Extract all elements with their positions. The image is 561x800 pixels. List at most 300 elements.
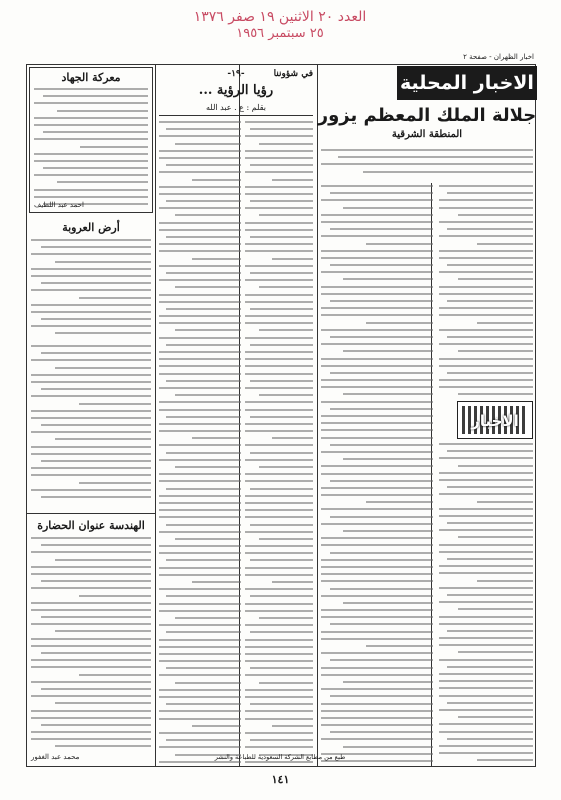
text-line bbox=[447, 264, 533, 266]
text-line bbox=[447, 192, 533, 194]
text-line bbox=[439, 457, 533, 459]
text-line bbox=[245, 279, 313, 281]
text-line bbox=[159, 495, 241, 497]
civilization-title: الهندسة عنوان الحضارة bbox=[37, 519, 145, 532]
text-line bbox=[166, 308, 241, 310]
text-line bbox=[321, 271, 433, 273]
text-line bbox=[245, 509, 313, 511]
text-line bbox=[330, 731, 433, 733]
local-news-subhead: المنطقة الشرقية bbox=[391, 129, 463, 140]
text-line bbox=[245, 365, 313, 367]
text-line bbox=[321, 595, 433, 597]
middle-section bbox=[155, 65, 317, 766]
text-line bbox=[321, 566, 433, 568]
text-line bbox=[321, 523, 433, 525]
text-line bbox=[447, 486, 533, 488]
text-line bbox=[245, 409, 313, 411]
text-line bbox=[272, 258, 313, 260]
text-line bbox=[175, 394, 241, 396]
text-line bbox=[321, 214, 433, 216]
text-line bbox=[31, 289, 151, 291]
text-line bbox=[245, 610, 313, 612]
text-line bbox=[458, 465, 533, 467]
text-line bbox=[41, 460, 151, 462]
text-line bbox=[330, 444, 433, 446]
text-line bbox=[34, 124, 148, 126]
text-line bbox=[166, 739, 241, 741]
text-line bbox=[31, 645, 151, 647]
text-line bbox=[245, 502, 313, 504]
text-line bbox=[439, 687, 533, 689]
text-line bbox=[55, 559, 151, 561]
text-line bbox=[175, 466, 241, 468]
text-line bbox=[439, 257, 533, 259]
text-line bbox=[321, 580, 433, 582]
text-line bbox=[439, 185, 533, 187]
text-line bbox=[447, 372, 533, 374]
text-line bbox=[439, 515, 533, 517]
text-line bbox=[439, 587, 533, 589]
text-line bbox=[250, 416, 313, 418]
text-line bbox=[159, 409, 241, 411]
text-line bbox=[245, 674, 313, 676]
text-line bbox=[321, 329, 433, 331]
text-line bbox=[439, 644, 533, 646]
text-line bbox=[159, 459, 241, 461]
text-line bbox=[166, 452, 241, 454]
text-line bbox=[31, 738, 151, 740]
text-line bbox=[159, 337, 241, 339]
text-line bbox=[439, 221, 533, 223]
text-line bbox=[31, 395, 151, 397]
text-line bbox=[166, 344, 241, 346]
text-line bbox=[159, 509, 241, 511]
text-line bbox=[79, 595, 151, 597]
text-line bbox=[41, 544, 151, 546]
text-line bbox=[245, 732, 313, 734]
text-line bbox=[159, 531, 241, 533]
article-column-right bbox=[241, 121, 317, 765]
text-line bbox=[245, 222, 313, 224]
text-line bbox=[321, 293, 433, 295]
text-line bbox=[245, 639, 313, 641]
text-line bbox=[245, 250, 313, 252]
text-line bbox=[439, 572, 533, 574]
text-line bbox=[159, 121, 241, 123]
text-line bbox=[259, 329, 313, 331]
text-line bbox=[175, 538, 241, 540]
civilization-body bbox=[27, 537, 155, 751]
text-line bbox=[166, 559, 241, 561]
text-line bbox=[477, 759, 533, 761]
text-line bbox=[321, 365, 433, 367]
text-line bbox=[343, 350, 433, 352]
text-line bbox=[31, 239, 151, 241]
text-line bbox=[175, 329, 241, 331]
text-line bbox=[321, 674, 433, 676]
text-line bbox=[321, 738, 433, 740]
text-line bbox=[31, 681, 151, 683]
text-line bbox=[439, 286, 533, 288]
text-line bbox=[343, 746, 433, 748]
text-line bbox=[31, 374, 151, 376]
text-line bbox=[321, 163, 533, 165]
text-line bbox=[458, 350, 533, 352]
text-line bbox=[245, 718, 313, 720]
text-line bbox=[159, 193, 241, 195]
text-line bbox=[321, 473, 433, 475]
text-line bbox=[245, 121, 313, 123]
text-line bbox=[166, 128, 241, 130]
text-line bbox=[321, 422, 433, 424]
article-byline: بقلم : ع . عبد الله bbox=[206, 103, 266, 112]
text-line bbox=[159, 358, 241, 360]
text-line bbox=[245, 653, 313, 655]
text-line bbox=[458, 278, 533, 280]
text-line bbox=[343, 458, 433, 460]
text-line bbox=[439, 637, 533, 639]
text-line bbox=[272, 179, 313, 181]
text-line bbox=[41, 282, 151, 284]
text-line bbox=[245, 624, 313, 626]
text-line bbox=[321, 149, 533, 151]
text-line bbox=[439, 314, 533, 316]
text-line bbox=[439, 493, 533, 495]
text-line bbox=[330, 264, 433, 266]
text-line bbox=[245, 574, 313, 576]
section-label: في شؤوننا bbox=[273, 69, 313, 79]
text-line bbox=[245, 516, 313, 518]
text-line bbox=[259, 682, 313, 684]
text-line bbox=[31, 311, 151, 313]
text-line bbox=[159, 674, 241, 676]
text-line bbox=[245, 337, 313, 339]
running-header bbox=[26, 53, 534, 63]
text-line bbox=[321, 652, 433, 654]
text-line bbox=[447, 228, 533, 230]
text-line bbox=[31, 695, 151, 697]
text-line bbox=[439, 329, 533, 331]
text-line bbox=[321, 487, 433, 489]
article-title: رؤيا الرؤية ... bbox=[198, 83, 274, 98]
text-line bbox=[245, 157, 313, 159]
text-line bbox=[330, 552, 433, 554]
text-line bbox=[272, 581, 313, 583]
text-line bbox=[439, 343, 533, 345]
text-line bbox=[31, 474, 151, 476]
text-line bbox=[321, 508, 433, 510]
text-line bbox=[31, 417, 151, 419]
text-line bbox=[447, 702, 533, 704]
text-line bbox=[31, 659, 151, 661]
text-line bbox=[245, 322, 313, 324]
text-line bbox=[55, 702, 151, 704]
text-line bbox=[245, 473, 313, 475]
text-line bbox=[447, 594, 533, 596]
text-line bbox=[439, 379, 533, 381]
text-line bbox=[330, 228, 433, 230]
text-line bbox=[447, 336, 533, 338]
text-line bbox=[250, 667, 313, 669]
text-line bbox=[31, 717, 151, 719]
text-line bbox=[321, 703, 433, 705]
text-line bbox=[321, 307, 433, 309]
text-line bbox=[439, 623, 533, 625]
text-line bbox=[159, 588, 241, 590]
section-rule bbox=[27, 513, 155, 514]
text-line bbox=[41, 496, 151, 498]
text-line bbox=[41, 652, 151, 654]
text-line bbox=[159, 552, 241, 554]
text-line bbox=[458, 608, 533, 610]
text-line bbox=[272, 725, 313, 727]
text-line bbox=[31, 381, 151, 383]
page-frame bbox=[26, 64, 536, 767]
text-line bbox=[159, 265, 241, 267]
news-column-right-lower bbox=[435, 443, 537, 763]
text-line bbox=[321, 451, 433, 453]
text-line bbox=[159, 222, 241, 224]
text-line bbox=[321, 688, 433, 690]
text-line bbox=[321, 609, 433, 611]
text-line bbox=[31, 275, 151, 277]
text-line bbox=[159, 574, 241, 576]
text-line bbox=[79, 482, 151, 484]
text-line bbox=[159, 624, 241, 626]
text-line bbox=[439, 293, 533, 295]
text-line bbox=[321, 573, 433, 575]
text-line bbox=[159, 250, 241, 252]
text-line bbox=[439, 565, 533, 567]
text-line bbox=[439, 358, 533, 360]
text-line bbox=[166, 488, 241, 490]
text-line bbox=[330, 516, 433, 518]
text-line bbox=[159, 545, 241, 547]
text-line bbox=[55, 438, 151, 440]
text-line bbox=[41, 688, 151, 690]
text-line bbox=[31, 304, 151, 306]
text-line bbox=[34, 160, 148, 162]
text-line bbox=[245, 135, 313, 137]
text-line bbox=[159, 423, 241, 425]
handwritten-issue-line: العدد ٢٠ الاثنين ١٩ صفر ١٣٧٦ bbox=[193, 9, 367, 25]
arabism-poem-verses-lower bbox=[27, 345, 155, 505]
text-line bbox=[439, 207, 533, 209]
logo-word: الاخبار bbox=[471, 412, 519, 430]
text-line bbox=[159, 696, 241, 698]
text-line bbox=[250, 164, 313, 166]
text-line bbox=[41, 246, 151, 248]
text-line bbox=[159, 150, 241, 152]
text-line bbox=[245, 373, 313, 375]
text-line bbox=[245, 459, 313, 461]
text-line bbox=[80, 146, 148, 148]
text-line bbox=[31, 410, 151, 412]
text-line bbox=[159, 473, 241, 475]
title-rule bbox=[159, 115, 313, 116]
text-line bbox=[250, 128, 313, 130]
text-line bbox=[321, 401, 433, 403]
text-line bbox=[245, 444, 313, 446]
text-line bbox=[159, 660, 241, 662]
local-news-section bbox=[317, 65, 537, 766]
text-line bbox=[31, 446, 151, 448]
text-line bbox=[245, 545, 313, 547]
text-line bbox=[31, 537, 151, 539]
text-line bbox=[159, 718, 241, 720]
text-line bbox=[245, 588, 313, 590]
text-line bbox=[250, 452, 313, 454]
text-line bbox=[366, 645, 433, 647]
text-line bbox=[55, 630, 151, 632]
text-line bbox=[439, 601, 533, 603]
text-line bbox=[159, 351, 241, 353]
text-line bbox=[330, 336, 433, 338]
text-line bbox=[439, 472, 533, 474]
text-line bbox=[343, 278, 433, 280]
text-line bbox=[31, 253, 151, 255]
text-line bbox=[477, 501, 533, 503]
text-line bbox=[159, 732, 241, 734]
text-line bbox=[321, 286, 433, 288]
text-line bbox=[245, 646, 313, 648]
text-line bbox=[245, 294, 313, 296]
printer-footer: طبع من مطابع الشركة السعودية للطباعة والنشر bbox=[214, 753, 346, 761]
text-line bbox=[159, 207, 241, 209]
text-line bbox=[166, 272, 241, 274]
text-line bbox=[159, 315, 241, 317]
text-line bbox=[477, 322, 533, 324]
text-line bbox=[321, 437, 433, 439]
text-line bbox=[31, 467, 151, 469]
text-line bbox=[34, 102, 148, 104]
text-line bbox=[159, 502, 241, 504]
text-line bbox=[343, 530, 433, 532]
text-line bbox=[31, 489, 151, 491]
text-line bbox=[321, 631, 433, 633]
text-line bbox=[366, 501, 433, 503]
text-line bbox=[34, 174, 148, 176]
text-line bbox=[439, 680, 533, 682]
text-line bbox=[321, 710, 433, 712]
text-line bbox=[321, 415, 433, 417]
text-line bbox=[245, 430, 313, 432]
text-line bbox=[31, 453, 151, 455]
text-line bbox=[41, 424, 151, 426]
text-line bbox=[321, 724, 433, 726]
text-line bbox=[439, 307, 533, 309]
text-line bbox=[250, 380, 313, 382]
text-line bbox=[259, 617, 313, 619]
handwritten-date-line: ٢٥ سبتمبر ١٩٥٦ bbox=[236, 26, 324, 41]
text-line bbox=[55, 261, 151, 263]
text-line bbox=[159, 279, 241, 281]
text-line bbox=[343, 681, 433, 683]
text-line bbox=[159, 746, 241, 748]
text-line bbox=[330, 408, 433, 410]
text-line bbox=[245, 480, 313, 482]
text-line bbox=[439, 695, 533, 697]
text-line bbox=[321, 544, 433, 546]
text-line bbox=[245, 603, 313, 605]
text-line bbox=[245, 495, 313, 497]
text-line bbox=[343, 207, 433, 209]
text-line bbox=[245, 423, 313, 425]
text-line bbox=[245, 567, 313, 569]
text-line bbox=[259, 286, 313, 288]
text-line bbox=[343, 602, 433, 604]
text-line bbox=[43, 131, 148, 133]
text-line bbox=[31, 573, 151, 575]
text-line bbox=[43, 95, 148, 97]
text-line bbox=[363, 171, 533, 173]
text-line bbox=[175, 214, 241, 216]
text-line bbox=[159, 480, 241, 482]
text-line bbox=[330, 192, 433, 194]
local-news-headline: جلالة الملك المعظم يزور bbox=[317, 105, 537, 126]
text-line bbox=[159, 567, 241, 569]
text-line bbox=[250, 200, 313, 202]
text-line bbox=[439, 752, 533, 754]
jihad-box-title: معركة الجهاد bbox=[61, 71, 121, 84]
text-line bbox=[245, 401, 313, 403]
text-line bbox=[159, 157, 241, 159]
text-line bbox=[439, 271, 533, 273]
text-line bbox=[31, 602, 151, 604]
text-line bbox=[31, 566, 151, 568]
text-line bbox=[458, 651, 533, 653]
text-line bbox=[31, 345, 151, 347]
text-line bbox=[250, 308, 313, 310]
arabism-poem-verses bbox=[27, 239, 155, 339]
text-line bbox=[259, 538, 313, 540]
text-line bbox=[245, 150, 313, 152]
text-line bbox=[31, 638, 151, 640]
text-line bbox=[192, 258, 241, 260]
text-line bbox=[250, 272, 313, 274]
text-line bbox=[321, 667, 433, 669]
text-line bbox=[245, 689, 313, 691]
text-line bbox=[55, 367, 151, 369]
text-line bbox=[321, 235, 433, 237]
text-line bbox=[79, 403, 151, 405]
text-line bbox=[159, 610, 241, 612]
text-line bbox=[159, 229, 241, 231]
text-line bbox=[245, 746, 313, 748]
text-line bbox=[330, 300, 433, 302]
civilization-signature: محمد عبد الغفور bbox=[31, 753, 80, 761]
text-line bbox=[159, 430, 241, 432]
text-line bbox=[245, 171, 313, 173]
text-line bbox=[31, 623, 151, 625]
text-line bbox=[439, 659, 533, 661]
text-line bbox=[321, 386, 433, 388]
text-line bbox=[447, 738, 533, 740]
text-line bbox=[159, 301, 241, 303]
text-line bbox=[192, 725, 241, 727]
text-line bbox=[245, 186, 313, 188]
text-line bbox=[439, 673, 533, 675]
text-line bbox=[159, 646, 241, 648]
text-line bbox=[175, 617, 241, 619]
text-line bbox=[159, 603, 241, 605]
text-line bbox=[321, 250, 433, 252]
text-line bbox=[57, 181, 148, 183]
text-line bbox=[439, 529, 533, 531]
text-line bbox=[159, 243, 241, 245]
text-line bbox=[439, 544, 533, 546]
text-line bbox=[439, 723, 533, 725]
